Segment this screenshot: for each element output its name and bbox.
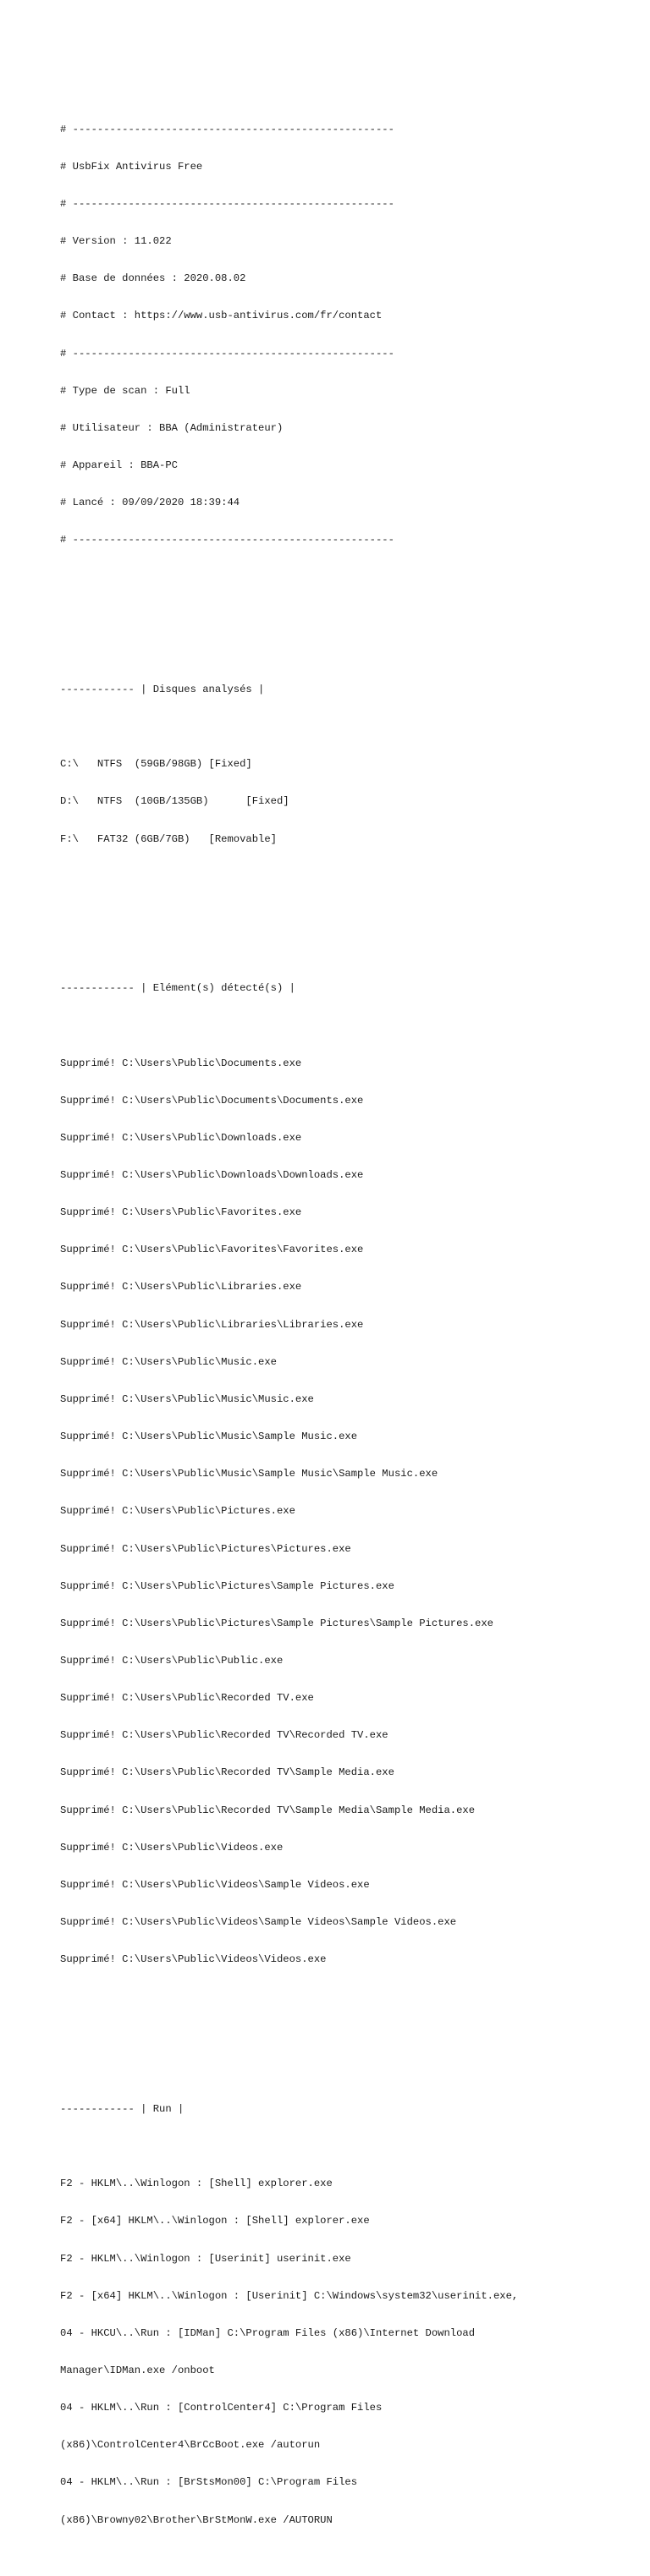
run-entry: 04 - HKLM\..\Run : [ControlCenter4] C:\Program Files bbox=[60, 2402, 383, 2414]
detected-entry: Supprimé! C:\Users\Public\Videos\Sample Videos.exe bbox=[60, 1878, 370, 1891]
detected-entry: Supprimé! C:\Users\Public\Documents\Documents.exe bbox=[60, 1094, 364, 1107]
spacer bbox=[60, 721, 636, 733]
database-line: # Base de données : 2020.08.02 bbox=[60, 272, 246, 285]
run-entry: F2 - [x64] HKLM\..\Winlogon : [Userinit] C:\Windows\system32\userinit.exe, bbox=[60, 2289, 519, 2302]
scan-type-line: # Type de scan : Full bbox=[60, 384, 190, 397]
detected-entry: Supprimé! C:\Users\Public\Pictures\Sample Pictures.exe bbox=[60, 1579, 394, 1592]
detected-entry: Supprimé! C:\Users\Public\Recorded TV\Recorded TV.exe bbox=[60, 1729, 388, 1742]
detected-entry: Supprimé! C:\Users\Public\Favorites\Favorites.exe bbox=[60, 1244, 364, 1256]
detected-entry: Supprimé! C:\Users\Public\Downloads.exe bbox=[60, 1131, 302, 1144]
user-line: # Utilisateur : BBA (Administrateur) bbox=[60, 421, 284, 434]
run-entry: F2 - [x64] HKLM\..\Winlogon : [Shell] explorer.exe bbox=[60, 2215, 370, 2227]
detected-entry: Supprimé! C:\Users\Public\Videos\Videos.exe bbox=[60, 1953, 327, 1966]
detected-entry: Supprimé! C:\Users\Public\Music.exe bbox=[60, 1355, 277, 1368]
spacer bbox=[60, 609, 636, 622]
detected-entry: Supprimé! C:\Users\Public\Videos\Sample Videos\Sample Videos.exe bbox=[60, 1916, 457, 1929]
detected-entry: Supprimé! C:\Users\Public\Recorded TV\Sample Media.exe bbox=[60, 1766, 394, 1779]
detected-entry: Supprimé! C:\Users\Public\Libraries\Libraries.exe bbox=[60, 1318, 364, 1331]
header-separator: # ---------------------------------------------------- bbox=[60, 534, 394, 547]
spacer bbox=[60, 2029, 636, 2041]
disk-entry: D:\ NTFS (10GB/135GB) [Fixed] bbox=[60, 795, 289, 808]
run-entry-continuation: Manager\IDMan.exe /onboot bbox=[60, 2364, 215, 2376]
header-separator: # ---------------------------------------------------- bbox=[60, 123, 394, 135]
detected-entry: Supprimé! C:\Users\Public\Public.exe bbox=[60, 1655, 284, 1667]
version-line: # Version : 11.022 bbox=[60, 235, 172, 248]
detected-entry: Supprimé! C:\Users\Public\Videos.exe bbox=[60, 1841, 284, 1854]
report-header bbox=[60, 98, 636, 571]
header-separator: # ---------------------------------------------------- bbox=[60, 197, 394, 210]
detected-entry: Supprimé! C:\Users\Public\Recorded TV\Sample Media\Sample Media.exe bbox=[60, 1804, 476, 1816]
disk-entry: C:\ NTFS (59GB/98GB) [Fixed] bbox=[60, 758, 252, 771]
run-entry-continuation: (x86)\ControlCenter4\BrCcBoot.exe /autorun bbox=[60, 2439, 321, 2452]
detected-section bbox=[60, 958, 636, 1991]
section-heading-detected: ------------ | Elément(s) détecté(s) | bbox=[60, 982, 295, 995]
detected-entry: Supprimé! C:\Users\Public\Pictures\Pictures.exe bbox=[60, 1542, 351, 1555]
detected-entry: Supprimé! C:\Users\Public\Favorites.exe bbox=[60, 1206, 302, 1219]
run-entry: F2 - HKLM\..\Winlogon : [Userinit] userinit.exe bbox=[60, 2252, 351, 2265]
detected-entry: Supprimé! C:\Users\Public\Pictures\Sample Pictures\Sample Pictures.exe bbox=[60, 1617, 493, 1629]
detected-entry: Supprimé! C:\Users\Public\Libraries.exe bbox=[60, 1281, 302, 1293]
detected-entry: Supprimé! C:\Users\Public\Downloads\Downloads.exe bbox=[60, 1168, 364, 1181]
spacer bbox=[60, 1019, 636, 1032]
detected-entry: Supprimé! C:\Users\Public\Documents.exe bbox=[60, 1057, 302, 1069]
run-entry-continuation: (x86)\Browny02\Brother\BrStMonW.exe /AUTORUN bbox=[60, 2513, 333, 2526]
detected-entry: Supprimé! C:\Users\Public\Music\Sample Music.exe bbox=[60, 1431, 358, 1443]
launched-line: # Lancé : 09/09/2020 18:39:44 bbox=[60, 497, 240, 509]
report-title: # UsbFix Antivirus Free bbox=[60, 160, 203, 173]
disks-section bbox=[60, 659, 636, 871]
spacer bbox=[60, 2140, 636, 2153]
run-entry: 04 - HKCU\..\Run : [IDMan] C:\Program Files (x86)\Internet Download bbox=[60, 2326, 476, 2339]
contact-line: # Contact : https://www.usb-antivirus.com/fr/contact bbox=[60, 310, 383, 322]
usbfix-report bbox=[60, 61, 636, 2576]
run-section bbox=[60, 2078, 636, 2551]
detected-entry: Supprimé! C:\Users\Public\Music\Music.exe bbox=[60, 1392, 314, 1405]
detected-entry: Supprimé! C:\Users\Public\Recorded TV.exe bbox=[60, 1692, 314, 1705]
header-separator: # ---------------------------------------------------- bbox=[60, 347, 394, 360]
device-line: # Appareil : BBA-PC bbox=[60, 459, 178, 471]
section-heading-run: ------------ | Run | bbox=[60, 2102, 185, 2115]
detected-entry: Supprimé! C:\Users\Public\Pictures.exe bbox=[60, 1505, 295, 1518]
section-heading-disks: ------------ | Disques analysés | bbox=[60, 683, 265, 695]
run-entry: F2 - HKLM\..\Winlogon : [Shell] explorer.exe bbox=[60, 2178, 333, 2190]
disk-entry: F:\ FAT32 (6GB/7GB) [Removable] bbox=[60, 832, 277, 845]
spacer bbox=[60, 908, 636, 920]
detected-entry: Supprimé! C:\Users\Public\Music\Sample Music\Sample Music.exe bbox=[60, 1468, 438, 1480]
run-entry: 04 - HKLM\..\Run : [BrStsMon00] C:\Program Files bbox=[60, 2476, 358, 2489]
